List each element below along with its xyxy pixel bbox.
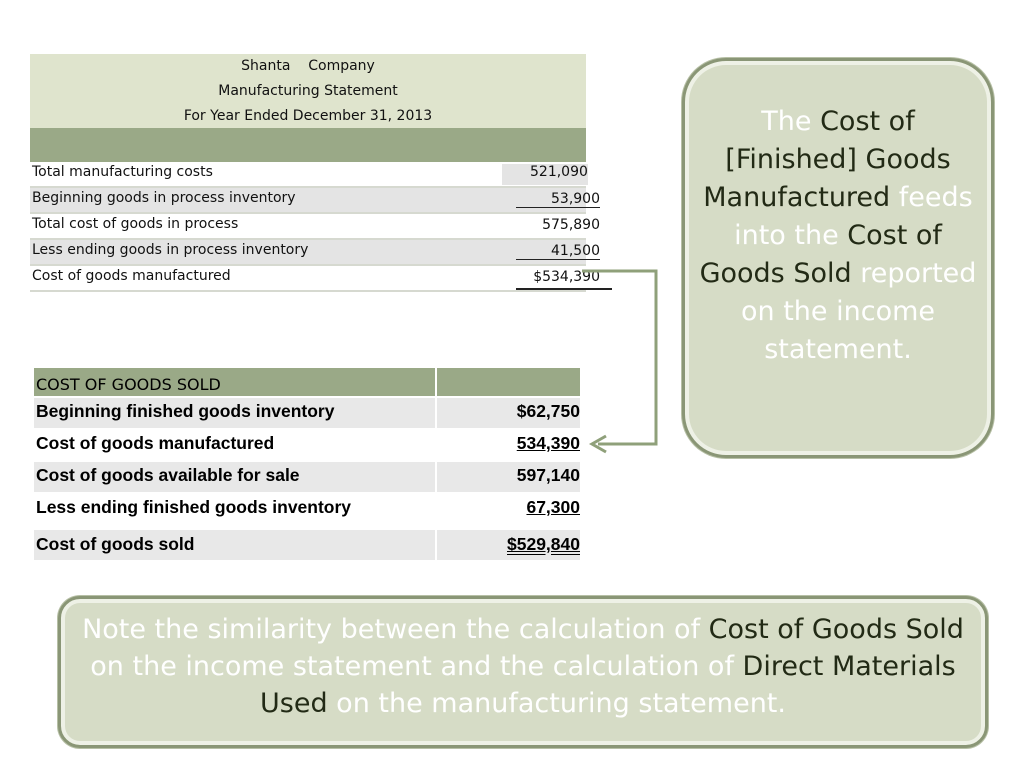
- row-value: $534,390: [533, 269, 600, 285]
- row-label: Cost of goods sold: [34, 530, 435, 560]
- row-value: 53,900: [516, 191, 600, 208]
- row-value: $529,840: [437, 530, 580, 560]
- arrow-line: [582, 271, 656, 444]
- row-label: Total manufacturing costs: [32, 164, 213, 180]
- row-label: Cost of goods manufactured: [36, 433, 275, 453]
- row-value: 521,090: [502, 164, 588, 185]
- row-value: 575,890: [542, 217, 600, 233]
- row-label: Less ending goods in process inventory: [32, 242, 309, 258]
- row-value: 67,300: [526, 497, 580, 517]
- row-value: $62,750: [437, 398, 580, 428]
- row-value: 534,390: [516, 433, 580, 453]
- table-title: COST OF GOODS SOLD: [34, 368, 435, 396]
- row-value: 597,140: [437, 462, 580, 492]
- row-label: Beginning finished goods inventory: [34, 398, 435, 428]
- row-value: 41,500: [516, 243, 600, 260]
- row-label: Less ending finished goods inventory: [36, 497, 352, 517]
- note-box: [58, 596, 988, 748]
- row-label: Total cost of goods in process: [32, 216, 239, 232]
- callout-box: [682, 58, 994, 458]
- row-label: Beginning goods in process inventory: [32, 190, 296, 206]
- statement-title: Manufacturing Statement: [218, 83, 398, 99]
- callout-text: The Cost of [Finished] Goods Manufactured feeds into the Cost of Goods Sold reported on the income statement.: [699, 106, 977, 365]
- row-label: Cost of goods manufactured: [32, 268, 231, 284]
- statement-period: For Year Ended December 31, 2013: [183, 108, 433, 124]
- company-name: Shanta Company: [241, 58, 375, 74]
- row-label: Cost of goods available for sale: [34, 462, 435, 492]
- note-text: Note the similarity between the calculation of Cost of Goods Sold on the income statement and the calculation of Direct Materials Used on the manufacturing statement.: [82, 614, 964, 719]
